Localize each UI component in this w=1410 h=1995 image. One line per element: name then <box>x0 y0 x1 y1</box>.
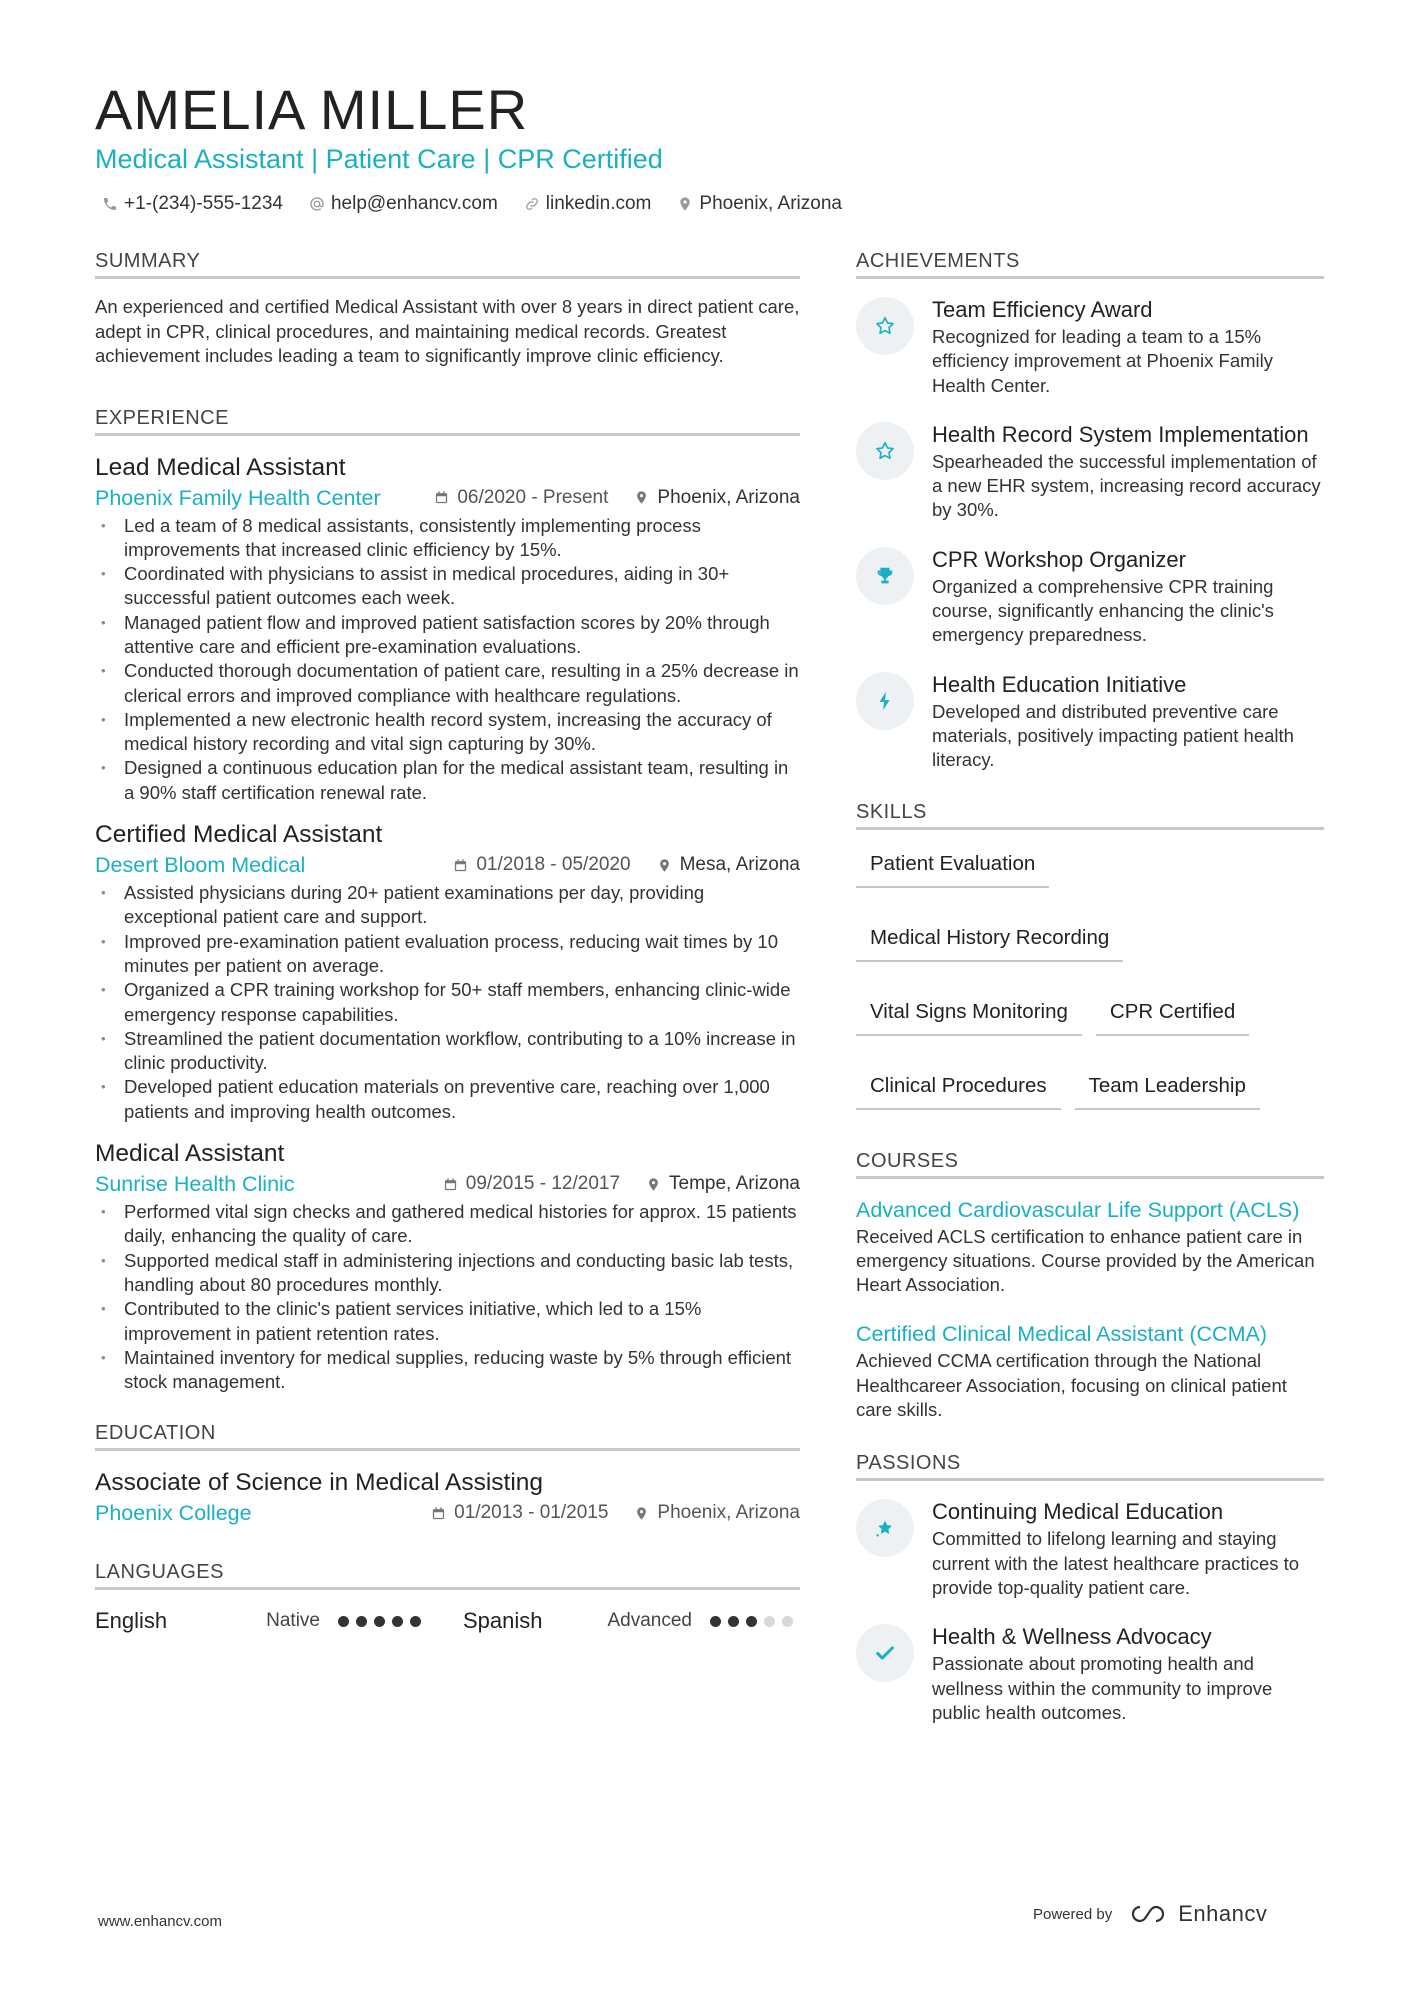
skill-tag: Team Leadership <box>1075 1068 1260 1110</box>
job-location-text: Mesa, Arizona <box>679 854 800 876</box>
email-text: help@enhancv.com <box>330 193 498 214</box>
proficiency-dot <box>710 1616 721 1627</box>
brand-name: Enhancv <box>1178 1901 1268 1926</box>
summary-section <box>95 250 800 369</box>
bullet: • Designed a continuous education plan for the medical assistant team, resulting in a 90% staff certification renewal rate. <box>95 756 800 805</box>
job-location <box>657 851 800 879</box>
trophy-icon <box>874 565 896 587</box>
achievement-title: Health Education Initiative <box>932 671 1187 697</box>
location-pin-icon <box>634 490 649 505</box>
job-meta <box>95 851 800 879</box>
education-location-text: Phoenix, Arizona <box>657 1502 800 1524</box>
education-school: Phoenix College <box>95 1501 252 1526</box>
achievement-icon-circle <box>856 297 914 355</box>
bullet: • Implemented a new electronic health record system, increasing the accuracy of medical history recording and vital sign capturing by 30%. <box>95 708 800 757</box>
summary-heading: SUMMARY <box>95 250 800 279</box>
contact-email[interactable] <box>309 193 498 215</box>
bullet: • Improved pre-examination patient evaluation process, reducing wait times by 10 minutes per patient on average. <box>95 930 800 979</box>
powered-by-text: Powered by <box>1033 1905 1113 1923</box>
skills-heading: SKILLS <box>856 801 1324 830</box>
course-item <box>856 1195 1324 1298</box>
education-section <box>95 1422 800 1527</box>
experience-item <box>95 819 800 1124</box>
proficiency-dot <box>374 1616 385 1627</box>
achievement-body <box>932 295 1324 398</box>
passion-desc: Committed to lifelong learning and staying current with the latest healthcare practices to provide top-quality patient care. <box>932 1528 1300 1598</box>
star-badge-icon <box>874 1517 896 1539</box>
language-name: English <box>95 1608 168 1634</box>
passion-icon-circle <box>856 1624 914 1682</box>
proficiency-dot <box>338 1616 349 1627</box>
summary-text: An experienced and certified Medical Assistant with over 8 years in direct patient care, adept in CPR, clinical procedures, and maintaining medical records. Greatest achievement includes leading a team to significantly improve clinic efficiency. <box>95 296 800 366</box>
right-column <box>856 250 1324 1747</box>
achievement-body <box>932 420 1324 523</box>
languages-row <box>95 1608 800 1634</box>
phone-text: +1-(234)-555-1234 <box>124 193 283 214</box>
bullet: • Streamlined the patient documentation workflow, contributing to a 10% increase in clinic productivity. <box>95 1027 800 1076</box>
bullet: • Supported medical staff in administering injections and conducting basic lab tests, handling about 80 procedures monthly. <box>95 1249 800 1298</box>
achievement-desc: Spearheaded the successful implementation of a new EHR system, increasing record accuracy by 30%. <box>932 450 1321 521</box>
job-bullets <box>95 514 800 806</box>
bullet: • Conducted thorough documentation of patient care, resulting in a 25% decrease in clerical errors and improved compliance with healthcare regulations. <box>95 659 800 708</box>
job-meta <box>95 484 800 512</box>
course-desc: Received ACLS certification to enhance patient care in emergency situations. Course provided by the American Heart Association. <box>856 1225 1315 1296</box>
proficiency-dot <box>356 1616 367 1627</box>
bullet: • Contributed to the clinic's patient services initiative, which led to a 15% improvement in patient retention rates. <box>95 1297 800 1346</box>
job-dates-text: 01/2018 - 05/2020 <box>476 854 631 876</box>
job-dates-text: 09/2015 - 12/2017 <box>465 1173 621 1195</box>
skill-tag: CPR Certified <box>1096 994 1249 1036</box>
proficiency-dot <box>410 1616 421 1627</box>
course-item <box>856 1319 1324 1422</box>
job-location <box>646 1170 800 1198</box>
location-text: Phoenix, Arizona <box>699 193 842 214</box>
achievement-icon-circle <box>856 422 914 480</box>
language-name: Spanish <box>463 1608 543 1634</box>
course-title: Advanced Cardiovascular Life Support (ACLS) <box>856 1197 1300 1222</box>
passion-item <box>856 1497 1324 1600</box>
language-proficiency-dots <box>338 1616 421 1627</box>
footer-website[interactable]: www.enhancv.com <box>98 1913 222 1930</box>
education-degree: Associate of Science in Medical Assisting <box>95 1469 544 1497</box>
language-proficiency-dots <box>710 1616 793 1627</box>
bullet: • Led a team of 8 medical assistants, consistently implementing process improvements that increased clinic efficiency by 15%. <box>95 514 800 563</box>
languages-section <box>95 1561 800 1634</box>
calendar-icon <box>453 858 468 873</box>
proficiency-dot <box>392 1616 403 1627</box>
passion-icon-circle <box>856 1499 914 1557</box>
passion-title: Health & Wellness Advocacy <box>932 1624 1212 1650</box>
job-dates-text: 06/2020 - Present <box>457 486 609 508</box>
job-location-text: Phoenix, Arizona <box>657 486 800 508</box>
job-dates <box>434 484 608 512</box>
location-pin-icon <box>677 196 693 212</box>
phone-icon <box>102 196 118 212</box>
check-icon <box>874 1642 896 1664</box>
course-title: Certified Clinical Medical Assistant (CCMA) <box>856 1322 1267 1347</box>
achievement-desc: Organized a comprehensive CPR training course, significantly enhancing the clinic's emergency preparedness. <box>932 575 1274 646</box>
proficiency-dot <box>728 1616 739 1627</box>
experience-item <box>95 452 800 806</box>
proficiency-dot <box>782 1616 793 1627</box>
education-location <box>634 1499 800 1527</box>
passion-item <box>856 1622 1324 1725</box>
achievement-title: CPR Workshop Organizer <box>932 546 1186 572</box>
education-dates <box>431 1499 608 1527</box>
job-meta-right <box>443 1170 800 1198</box>
skill-tag: Vital Signs Monitoring <box>856 994 1082 1036</box>
achievement-item <box>856 670 1324 773</box>
passion-desc: Passionate about promoting health and wellness within the community to improve public health outcomes. <box>932 1653 1273 1723</box>
achievement-item <box>856 545 1324 648</box>
language-level: Native <box>266 1610 320 1632</box>
candidate-name: AMELIA MILLER <box>95 78 529 141</box>
passion-title: Continuing Medical Education <box>932 1499 1224 1525</box>
candidate-title: Medical Assistant | Patient Care | CPR Certified <box>95 144 663 174</box>
job-meta-right <box>434 484 800 512</box>
bullet: • Coordinated with physicians to assist in medical procedures, aiding in 30+ successful patient outcomes each week. <box>95 562 800 611</box>
job-location-text: Tempe, Arizona <box>669 1173 800 1195</box>
job-company: Phoenix Family Health Center <box>95 485 381 510</box>
bolt-icon <box>874 690 896 712</box>
achievement-item <box>856 295 1324 398</box>
location-pin-icon <box>657 858 672 873</box>
location-pin-icon <box>634 1506 649 1521</box>
job-meta-right <box>453 851 800 879</box>
at-icon <box>309 196 325 212</box>
education-meta <box>95 1499 800 1527</box>
left-column <box>95 250 800 1634</box>
job-bullets <box>95 1200 800 1394</box>
passions-section <box>856 1452 1324 1725</box>
link-icon <box>524 196 540 212</box>
footer-branding <box>1033 1901 1267 1927</box>
courses-heading: COURSES <box>856 1150 1324 1179</box>
job-dates <box>443 1170 620 1198</box>
achievement-item <box>856 420 1324 523</box>
achievement-body <box>932 670 1324 773</box>
linkedin-text: linkedin.com <box>545 193 652 214</box>
bullet: • Developed patient education materials on preventive care, reaching over 1,000 patients and improving health outcomes. <box>95 1075 800 1124</box>
achievement-title: Health Record System Implementation <box>932 421 1309 447</box>
achievement-title: Team Efficiency Award <box>932 297 1153 322</box>
education-dates-text: 01/2013 - 01/2015 <box>454 1502 609 1524</box>
job-role: Medical Assistant <box>95 1140 285 1168</box>
contact-location <box>677 193 842 215</box>
achievement-icon-circle <box>856 547 914 605</box>
enhancv-logo-icon <box>1126 1902 1170 1926</box>
proficiency-dot <box>746 1616 757 1627</box>
bullet: • Assisted physicians during 20+ patient examinations per day, providing exceptional patient care and support. <box>95 881 800 930</box>
bullet: • Performed vital sign checks and gathered medical histories for approx. 15 patients daily, enhancing the quality of care. <box>95 1200 800 1249</box>
location-pin-icon <box>646 1177 661 1192</box>
experience-heading: EXPERIENCE <box>95 407 800 436</box>
job-company: Sunrise Health Clinic <box>95 1172 295 1197</box>
job-role: Lead Medical Assistant <box>95 453 346 481</box>
education-heading: EDUCATION <box>95 1422 800 1451</box>
achievement-desc: Developed and distributed preventive care materials, positively impacting patient health literacy. <box>932 700 1294 771</box>
brand-logo[interactable] <box>1126 1901 1267 1927</box>
achievements-section <box>856 250 1324 773</box>
job-location <box>634 484 800 512</box>
passion-body <box>932 1497 1324 1600</box>
skill-tag: Clinical Procedures <box>856 1068 1061 1110</box>
bullet: • Organized a CPR training workshop for 50+ staff members, enhancing clinic-wide emergency response capabilities. <box>95 978 800 1027</box>
courses-section <box>856 1150 1324 1423</box>
skills-section <box>856 801 1324 1110</box>
calendar-icon <box>431 1506 446 1521</box>
achievement-icon-circle <box>856 672 914 730</box>
skill-tag: Medical History Recording <box>856 920 1123 962</box>
calendar-icon <box>443 1177 458 1192</box>
contact-linkedin[interactable] <box>524 193 652 215</box>
star-outline-icon <box>874 315 896 337</box>
job-dates <box>453 851 630 879</box>
achievement-desc: Recognized for leading a team to a 15% efficiency improvement at Phoenix Family Health Center. <box>932 326 1274 396</box>
course-desc: Achieved CCMA certification through the National Healthcareer Association, focusing on clinical patient care skills. <box>856 1350 1287 1421</box>
contact-bar <box>102 193 842 215</box>
languages-heading: LANGUAGES <box>95 1561 800 1590</box>
achievement-body <box>932 545 1324 648</box>
star-outline-icon <box>874 440 896 462</box>
job-role: Certified Medical Assistant <box>95 821 383 849</box>
passion-body <box>932 1622 1324 1725</box>
experience-item <box>95 1138 800 1394</box>
passions-heading: PASSIONS <box>856 1452 1324 1481</box>
bullet: • Managed patient flow and improved patient satisfaction scores by 20% through attentive care and efficient pre-examination evaluations. <box>95 611 800 660</box>
skill-tag: Patient Evaluation <box>856 846 1049 888</box>
contact-phone <box>102 193 283 215</box>
achievements-heading: ACHIEVEMENTS <box>856 250 1324 279</box>
proficiency-dot <box>764 1616 775 1627</box>
bullet: • Maintained inventory for medical supplies, reducing waste by 5% through efficient stock management. <box>95 1346 800 1395</box>
job-bullets <box>95 881 800 1124</box>
job-company: Desert Bloom Medical <box>95 853 306 878</box>
calendar-icon <box>434 490 449 505</box>
skills-list <box>856 846 1324 1110</box>
experience-section <box>95 407 800 1395</box>
language-level: Advanced <box>607 1610 692 1632</box>
job-meta <box>95 1170 800 1198</box>
education-meta-right <box>431 1499 800 1527</box>
